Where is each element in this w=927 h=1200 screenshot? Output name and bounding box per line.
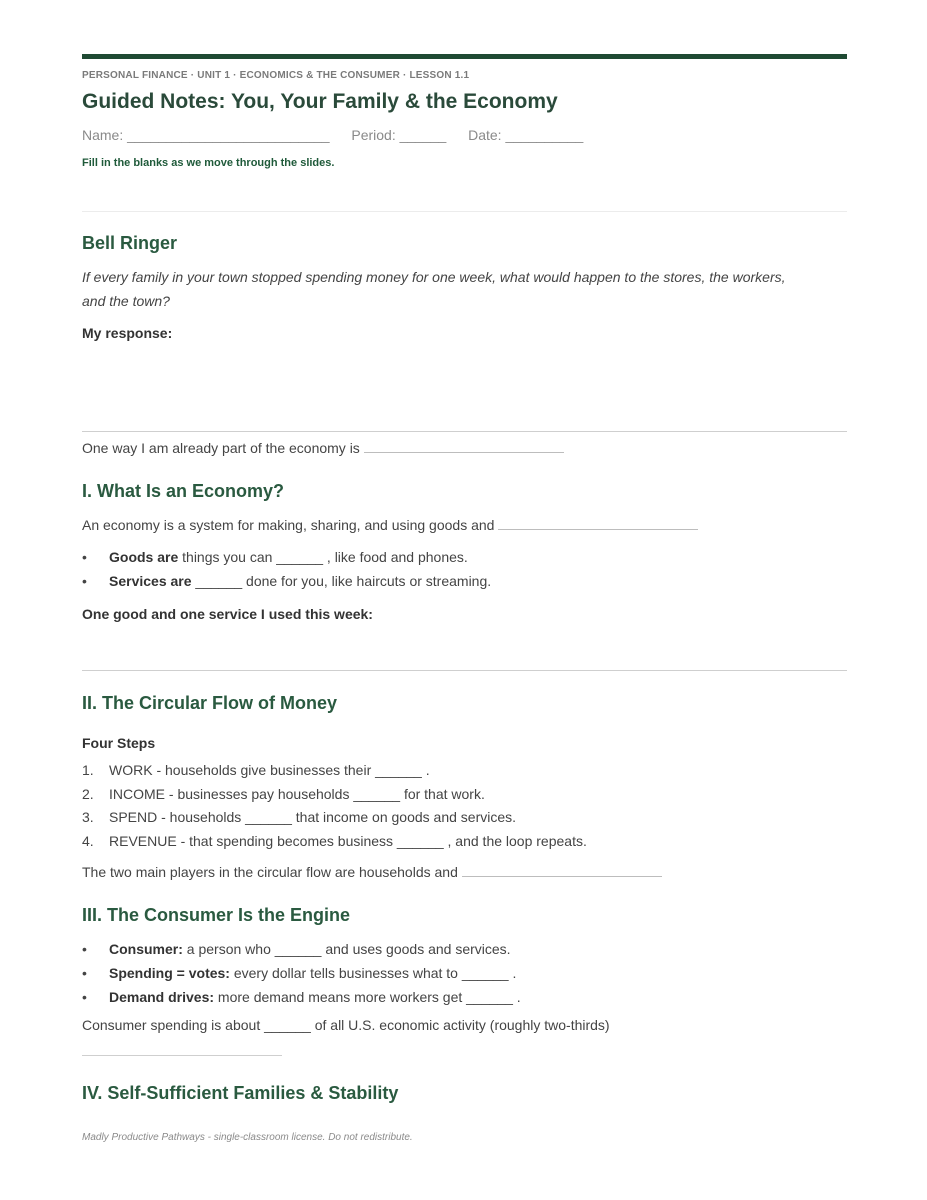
name-field[interactable]: Name: __________________________ <box>82 127 330 143</box>
bullet-dot: • <box>82 573 87 589</box>
instructions: Fill in the blanks as we move through the slides. <box>82 157 335 169</box>
step-2: 2. INCOME - businesses pay households ______ for that work. <box>82 786 485 802</box>
page-title: Guided Notes: You, Your Family & the Economy <box>82 90 558 113</box>
four-steps-subheading: Four Steps <box>82 735 156 751</box>
answer-line[interactable] <box>82 1055 282 1056</box>
worksheet-page <box>82 0 847 1200</box>
bullet-goods: • Goods are things you can ______ , like food and phones. <box>82 549 468 565</box>
bullet-dot: • <box>82 549 87 565</box>
student-info-line <box>82 127 583 143</box>
economy-definition-sentence: An economy is a system for making, sharing, and using goods and <box>82 515 698 533</box>
bullet-dot: • <box>82 989 87 1005</box>
period-field[interactable]: Period: ______ <box>351 127 447 143</box>
license-footer: Madly Productive Pathways - single-classroom license. Do not redistribute. <box>82 1132 413 1143</box>
date-field[interactable]: Date: __________ <box>468 127 584 143</box>
bell-ringer-heading: Bell Ringer <box>82 233 178 253</box>
response-line[interactable] <box>82 431 847 432</box>
circular-flow-sentence: The two main players in the circular flow are households and <box>82 862 662 880</box>
section-1-heading: I. What Is an Economy? <box>82 481 285 501</box>
section-3-heading: III. The Consumer Is the Engine <box>82 905 351 925</box>
top-accent-bar <box>82 54 847 59</box>
step-4: 4. REVENUE - that spending becomes business ______ , and the loop repeats. <box>82 833 587 849</box>
bullet-demand-drives: • Demand drives: more demand means more workers get ______ . <box>82 989 521 1005</box>
bullet-consumer: • Consumer: a person who ______ and uses goods and services. <box>82 941 511 957</box>
section-4-heading: IV. Self-Sufficient Families & Stability <box>82 1083 399 1103</box>
step-1: 1. WORK - households give businesses their ______ . <box>82 762 430 778</box>
good-service-prompt: One good and one service I used this week: <box>82 606 373 622</box>
bullet-spending-votes: • Spending = votes: every dollar tells businesses what to ______ . <box>82 965 517 981</box>
section-2-heading: II. The Circular Flow of Money <box>82 693 338 713</box>
bell-ringer-prompt: If every family in your town stopped spending money for one week, what would happen to the stores, the workers, and the town? <box>82 269 786 309</box>
economy-definition-blank[interactable] <box>498 515 698 530</box>
step-3: 3. SPEND - households ______ that income on goods and services. <box>82 809 517 825</box>
divider <box>82 211 847 212</box>
bullet-services: • Services are ______ done for you, like haircuts or streaming. <box>82 573 492 589</box>
bullet-dot: • <box>82 965 87 981</box>
good-service-line[interactable] <box>82 670 847 671</box>
economy-part-sentence: One way I am already part of the economy is <box>82 438 564 456</box>
economy-part-blank[interactable] <box>364 438 564 453</box>
lesson-kicker: PERSONAL FINANCE · UNIT 1 · ECONOMICS & THE CONSUMER · LESSON 1.1 <box>82 70 470 81</box>
response-label: My response: <box>82 325 173 341</box>
bullet-dot: • <box>82 941 87 957</box>
circular-flow-blank[interactable] <box>462 862 662 877</box>
consumer-spending-sentence: Consumer spending is about ______ of all U.S. economic activity (roughly two-thirds) <box>82 1017 610 1033</box>
